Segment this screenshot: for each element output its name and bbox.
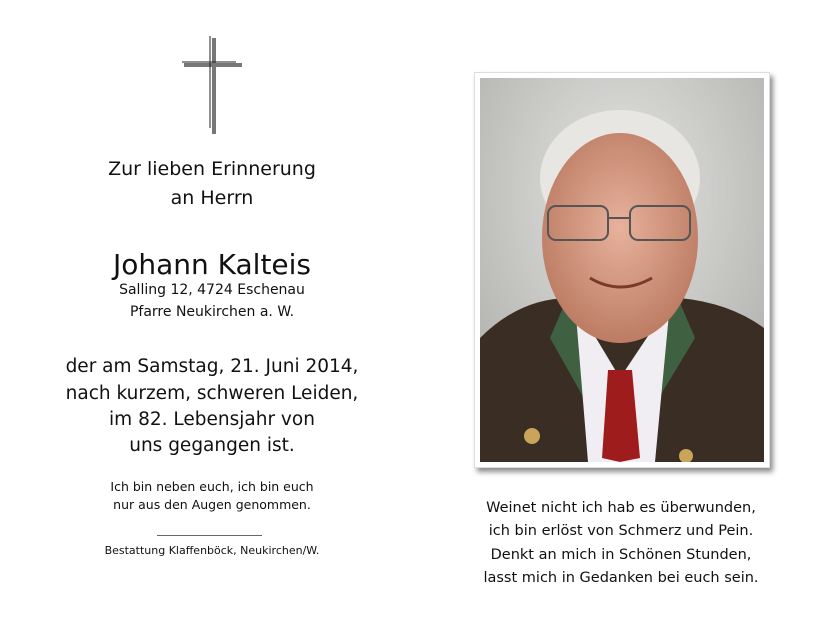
heading-line-1: Zur lieben Erinnerung bbox=[108, 158, 316, 180]
divider bbox=[157, 535, 262, 536]
passing-line-3: im 82. Lebensjahr von bbox=[109, 409, 315, 430]
heading-line-2: an Herrn bbox=[170, 187, 254, 209]
portrait-photo bbox=[480, 78, 764, 462]
passing-line-2: nach kurzem, schweren Leiden, bbox=[65, 383, 359, 404]
passing-line-4: uns gegangen ist. bbox=[129, 435, 295, 456]
quote-line-1: Ich bin neben euch, ich bin euch bbox=[110, 479, 314, 494]
cross-icon bbox=[180, 36, 246, 136]
portrait-frame bbox=[474, 72, 770, 468]
verse-line-1: Weinet nicht ich hab es überwunden, bbox=[486, 500, 756, 516]
quote-line-2: nur aus den Augen genommen. bbox=[113, 497, 311, 512]
passing-line-1: der am Samstag, 21. Juni 2014, bbox=[65, 356, 359, 377]
deceased-name: Johann Kalteis bbox=[112, 248, 312, 281]
deceased-address: Salling 12, 4724 Eschenau bbox=[119, 282, 305, 298]
deceased-parish: Pfarre Neukirchen a. W. bbox=[129, 304, 295, 320]
verse-line-4: lasst mich in Gedanken bei euch sein. bbox=[483, 570, 759, 586]
verse-line-3: Denkt an mich in Schönen Stunden, bbox=[490, 547, 752, 563]
verse-line-2: ich bin erlöst von Schmerz und Pein. bbox=[488, 523, 754, 539]
funeral-home: Bestattung Klaffenböck, Neukirchen/W. bbox=[104, 544, 320, 557]
